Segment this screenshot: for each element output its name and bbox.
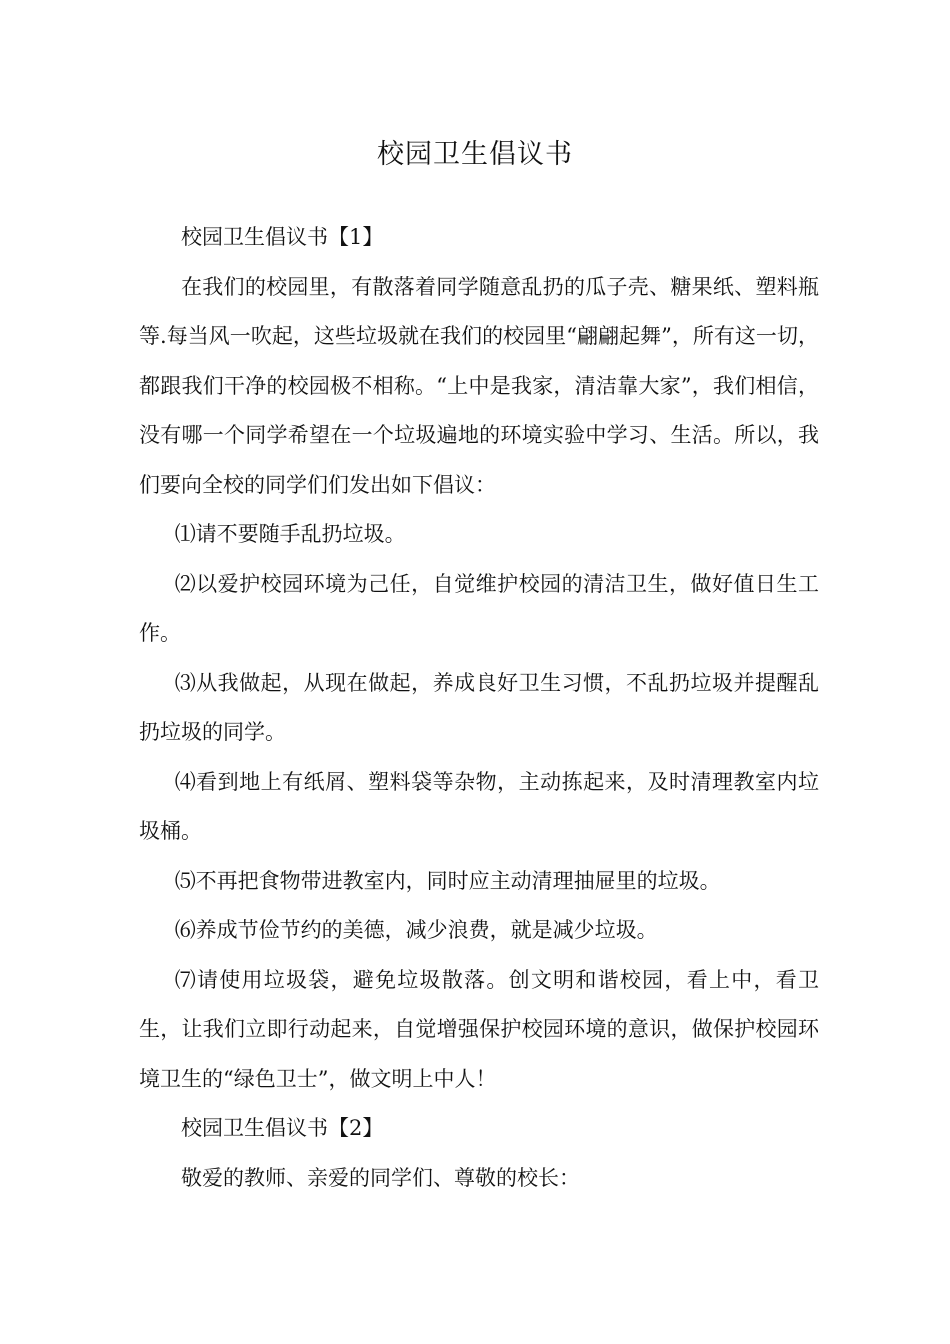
- intro-paragraph: 在我们的校园里，有散落着同学随意乱扔的瓜子壳、糖果纸、塑料瓶等.每当风一吹起，这些垃圾就在我们的校园里“翩翩起舞”，所有这一切，都跟我们干净的校园极不相称。“上中是我家，清洁靠大家”，我们相信，没有哪一个同学希望在一个垃圾遍地的环境实验中学习、生活。所以，我们要向全校的同学们们发出如下倡议：: [139, 274, 819, 497]
- proposal-item-7: ⑺请使用垃圾袋，避免垃圾散落。创文明和谐校园，看上中，看卫生，让我们立即行动起来，自觉增强保护校园环境的意识，做保护校园环境卫生的“绿色卫士”，做文明上中人！: [139, 967, 819, 1091]
- section-heading-2: 校园卫生倡议书【2】: [181, 1116, 384, 1140]
- proposal-item-2: ⑵以爱护校园环境为己任，自觉维护校园的清洁卫生，做好值日生工作。: [139, 571, 819, 645]
- salutation-paragraph: 敬爱的教师、亲爱的同学们、尊敬的校长：: [181, 1165, 580, 1190]
- document-title: 校园卫生倡议书: [377, 139, 573, 170]
- document-body: [139, 213, 819, 1203]
- section-heading-1: 校园卫生倡议书【1】: [181, 225, 384, 249]
- proposal-item-1: ⑴请不要随手乱扔垃圾。: [174, 522, 406, 546]
- proposal-item-5: ⑸不再把食物带进教室内，同时应主动清理抽屉里的垃圾。: [174, 868, 721, 893]
- proposal-item-3: ⑶从我做起，从现在做起，养成良好卫生习惯，不乱扔垃圾并提醒乱扔垃圾的同学。: [139, 670, 819, 744]
- proposal-item-4: ⑷看到地上有纸屑、塑料袋等杂物，主动拣起来，及时清理教室内垃圾桶。: [139, 769, 819, 843]
- proposal-item-6: ⑹养成节俭节约的美德，减少浪费，就是减少垃圾。: [174, 918, 658, 942]
